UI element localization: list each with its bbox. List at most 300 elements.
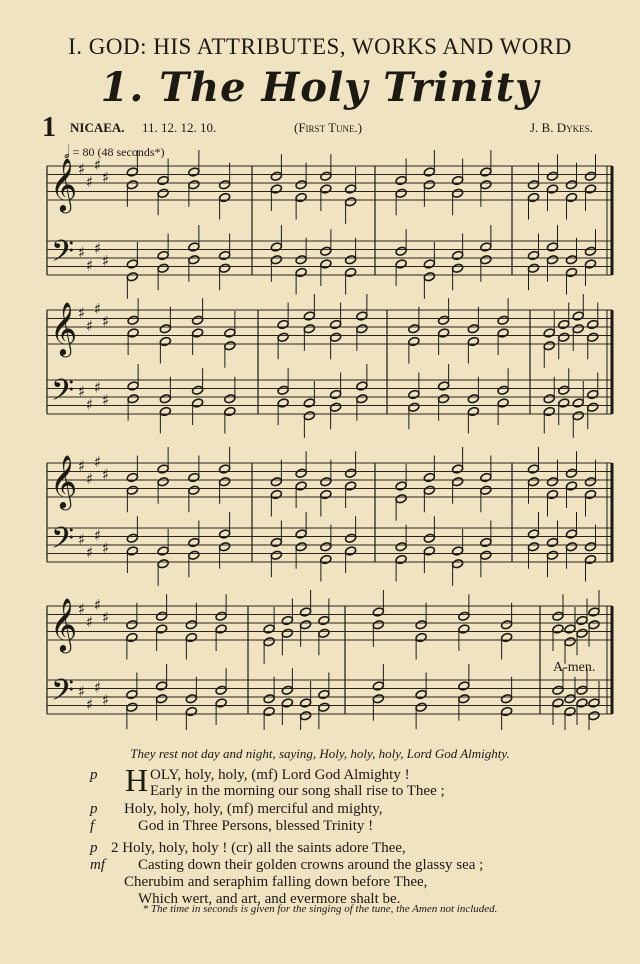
note-head — [576, 698, 588, 708]
note-head — [270, 477, 282, 487]
note-head — [467, 336, 479, 346]
note-head — [438, 381, 450, 391]
note-head — [408, 389, 420, 399]
note-head — [587, 319, 599, 329]
note-head — [372, 681, 384, 691]
note-head — [159, 394, 171, 404]
note-head — [565, 192, 577, 202]
music-score — [0, 150, 640, 730]
verse-line: Casting down their golden crowns around the glassy sea ; — [138, 857, 484, 873]
note-head — [345, 184, 357, 194]
note-head — [587, 332, 599, 342]
note-head — [126, 546, 138, 556]
note-head — [356, 394, 368, 404]
note-head — [415, 689, 427, 699]
note-head — [480, 537, 492, 547]
note-head — [126, 533, 138, 543]
sharp-icon: ♯ — [86, 316, 94, 335]
note-head — [527, 464, 539, 474]
note-head — [157, 477, 169, 487]
note-head — [572, 324, 584, 334]
note-head — [467, 394, 479, 404]
note-head — [318, 628, 330, 638]
sharp-icon: ♯ — [94, 678, 102, 697]
note-head — [546, 184, 558, 194]
note-head — [126, 632, 138, 642]
note-head — [558, 332, 570, 342]
note-head — [395, 259, 407, 269]
footnote: * The time in seconds is given for the singing of the tune, the Amen not included. — [142, 903, 498, 915]
note-head — [395, 542, 407, 552]
note-head — [458, 611, 470, 621]
note-head — [501, 620, 513, 630]
note-head — [224, 328, 236, 338]
note-head — [157, 188, 169, 198]
note-head — [572, 411, 584, 421]
note-head — [224, 406, 236, 416]
note-head — [215, 611, 227, 621]
note-head — [157, 546, 169, 556]
sharp-icon: ♯ — [78, 457, 86, 475]
note-head — [527, 263, 539, 273]
note-head — [452, 464, 464, 474]
note-head — [330, 402, 342, 412]
note-head — [438, 328, 450, 338]
note-head — [501, 706, 513, 716]
note-head — [219, 180, 231, 190]
note-head — [295, 542, 307, 552]
dynamic-mark: mf — [90, 857, 105, 873]
note-head — [395, 494, 407, 504]
note-head — [215, 624, 227, 634]
note-head — [219, 192, 231, 202]
note-head — [281, 615, 293, 625]
note-head — [588, 711, 600, 721]
note-head — [300, 607, 312, 617]
note-head — [157, 250, 169, 260]
tune-meter: 11. 12. 12. 10. — [142, 120, 217, 135]
note-head — [588, 620, 600, 630]
note-head — [345, 468, 357, 478]
note-head — [295, 255, 307, 265]
note-head — [192, 328, 204, 338]
note-head — [452, 263, 464, 273]
sharp-icon: ♯ — [86, 543, 94, 562]
bass-clef-icon: 𝄢 — [51, 235, 75, 276]
note-head — [126, 620, 138, 630]
verse-line: Holy, holy, holy, (mf) merciful and mighty, — [124, 801, 383, 817]
note-head — [408, 336, 420, 346]
note-head — [584, 542, 596, 552]
hymn-number: 1 — [42, 112, 56, 143]
note-head — [219, 542, 231, 552]
note-head — [185, 706, 197, 716]
treble-clef-icon: 𝄞 — [50, 454, 78, 508]
note-head — [126, 180, 138, 190]
note-head — [345, 197, 357, 207]
note-head — [270, 184, 282, 194]
note-head — [452, 175, 464, 185]
sharp-icon: ♯ — [102, 252, 110, 270]
tempo-text: = 80 (48 seconds*) — [72, 145, 165, 159]
note-head — [527, 529, 539, 539]
note-head — [395, 188, 407, 198]
note-head — [320, 489, 332, 499]
note-head — [126, 272, 138, 282]
note-head — [423, 472, 435, 482]
verse-line: Early in the morning our song shall rise to Thee ; — [150, 783, 445, 799]
note-head — [281, 628, 293, 638]
note-head — [330, 389, 342, 399]
note-head — [415, 620, 427, 630]
note-head — [480, 472, 492, 482]
note-head — [270, 171, 282, 181]
note-head — [527, 250, 539, 260]
note-head — [157, 263, 169, 273]
bass-clef-icon: 𝄢 — [51, 522, 75, 563]
note-head — [584, 171, 596, 181]
note-head — [270, 255, 282, 265]
note-head — [159, 406, 171, 416]
note-head — [527, 192, 539, 202]
note-head — [552, 685, 564, 695]
sharp-icon: ♯ — [94, 239, 102, 258]
note-head — [501, 694, 513, 704]
note-head — [584, 246, 596, 256]
note-head — [126, 689, 138, 699]
note-head — [126, 167, 138, 177]
note-head — [415, 632, 427, 642]
sharp-icon: ♯ — [102, 608, 110, 627]
note-head — [452, 188, 464, 198]
note-head — [395, 246, 407, 256]
note-head — [126, 259, 138, 269]
note-head — [546, 550, 558, 560]
note-head — [188, 242, 200, 252]
sharp-icon: ♯ — [94, 452, 102, 471]
sharp-icon: ♯ — [94, 595, 102, 614]
note-head — [219, 529, 231, 539]
note-head — [270, 550, 282, 560]
note-head — [277, 385, 289, 395]
note-head — [320, 477, 332, 487]
sharp-icon: ♯ — [102, 391, 110, 409]
note-head — [157, 175, 169, 185]
note-head — [185, 632, 197, 642]
note-head — [546, 255, 558, 265]
sharp-icon: ♯ — [94, 299, 102, 318]
sharp-icon: ♯ — [86, 256, 94, 275]
note-head — [263, 624, 275, 634]
note-head — [277, 332, 289, 342]
treble-clef-icon: 𝄞 — [50, 597, 78, 651]
note-head — [480, 485, 492, 495]
sharp-icon: ♯ — [86, 395, 94, 414]
note-head — [565, 468, 577, 478]
note-head — [318, 615, 330, 625]
note-head — [587, 389, 599, 399]
note-head — [127, 328, 139, 338]
note-head — [372, 620, 384, 630]
note-head — [300, 620, 312, 630]
note-head — [126, 472, 138, 482]
sharp-icon: ♯ — [94, 378, 102, 397]
note-head — [295, 180, 307, 190]
note-head — [300, 698, 312, 708]
note-head — [452, 477, 464, 487]
note-head — [318, 689, 330, 699]
note-head — [320, 246, 332, 256]
half-note-icon: 𝅗𝅥 — [64, 142, 70, 162]
note-head — [546, 242, 558, 252]
note-head — [438, 394, 450, 404]
note-head — [572, 311, 584, 321]
note-head — [415, 702, 427, 712]
note-head — [219, 464, 231, 474]
note-head — [156, 611, 168, 621]
note-head — [303, 311, 315, 321]
sharp-icon: ♯ — [78, 304, 86, 322]
note-head — [565, 267, 577, 277]
note-head — [263, 637, 275, 647]
note-head — [584, 184, 596, 194]
note-head — [185, 694, 197, 704]
note-head — [408, 324, 420, 334]
note-head — [295, 192, 307, 202]
amen-text: A-men. — [553, 660, 596, 675]
note-head — [546, 537, 558, 547]
note-head — [527, 542, 539, 552]
note-head — [215, 698, 227, 708]
note-head — [480, 550, 492, 560]
note-head — [565, 542, 577, 552]
note-head — [543, 328, 555, 338]
note-head — [270, 489, 282, 499]
note-head — [219, 477, 231, 487]
verse-line: 2 Holy, holy, holy ! (cr) all the saints adore Thee, — [111, 840, 406, 856]
note-head — [497, 385, 509, 395]
note-head — [564, 694, 576, 704]
verse-line: God in Three Persons, blessed Trinity ! — [138, 818, 374, 834]
note-head — [423, 259, 435, 269]
tune-name: NICAEA. — [70, 120, 125, 135]
note-head — [345, 481, 357, 491]
hymn-title: 1. The Holy Trinity — [100, 64, 540, 111]
note-head — [320, 542, 332, 552]
note-head — [159, 324, 171, 334]
treble-clef-icon: 𝄞 — [50, 301, 78, 355]
sharp-icon: ♯ — [78, 600, 86, 618]
sharp-icon: ♯ — [94, 526, 102, 545]
note-head — [480, 255, 492, 265]
sharp-icon: ♯ — [102, 539, 110, 557]
note-head — [156, 681, 168, 691]
note-head — [565, 481, 577, 491]
note-head — [558, 319, 570, 329]
note-head — [126, 485, 138, 495]
note-head — [564, 706, 576, 716]
sharp-icon: ♯ — [86, 172, 94, 191]
verse-line: Cherubim and seraphim falling down before Thee, — [124, 874, 428, 890]
note-head — [157, 559, 169, 569]
note-head — [345, 255, 357, 265]
note-head — [295, 529, 307, 539]
sharp-icon: ♯ — [78, 243, 86, 262]
note-head — [588, 698, 600, 708]
note-head — [584, 554, 596, 564]
note-head — [546, 477, 558, 487]
note-head — [423, 272, 435, 282]
hymn-caption: They rest not day and night, saying, Holy, holy, holy, Lord God Almighty. — [130, 746, 510, 761]
note-head — [584, 489, 596, 499]
note-head — [408, 402, 420, 412]
note-head — [372, 694, 384, 704]
tune-note: (First Tune.) — [294, 120, 363, 135]
note-head — [572, 398, 584, 408]
note-head — [224, 394, 236, 404]
dynamic-mark: p — [90, 767, 98, 783]
sharp-icon: ♯ — [86, 695, 94, 714]
note-head — [576, 628, 588, 638]
note-head — [320, 554, 332, 564]
note-head — [215, 685, 227, 695]
note-head — [564, 624, 576, 634]
note-head — [576, 615, 588, 625]
note-head — [270, 537, 282, 547]
note-head — [552, 611, 564, 621]
sharp-icon: ♯ — [102, 691, 110, 709]
note-head — [501, 632, 513, 642]
note-head — [480, 242, 492, 252]
note-head — [546, 489, 558, 499]
dynamic-mark: p — [90, 840, 98, 856]
note-head — [156, 624, 168, 634]
note-head — [558, 385, 570, 395]
note-head — [188, 255, 200, 265]
note-head — [423, 180, 435, 190]
note-head — [188, 537, 200, 547]
note-head — [527, 477, 539, 487]
note-head — [587, 402, 599, 412]
note-head — [438, 315, 450, 325]
treble-clef-icon: 𝄞 — [50, 157, 78, 211]
note-head — [497, 398, 509, 408]
verse-line: Which wert, and art, and evermore shalt be. — [138, 891, 401, 907]
note-head — [480, 180, 492, 190]
sharp-icon: ♯ — [78, 382, 86, 401]
note-head — [527, 180, 539, 190]
note-head — [303, 324, 315, 334]
note-head — [423, 167, 435, 177]
note-head — [497, 315, 509, 325]
note-head — [423, 533, 435, 543]
note-head — [356, 381, 368, 391]
note-head — [467, 324, 479, 334]
note-head — [395, 175, 407, 185]
note-head — [303, 398, 315, 408]
note-head — [156, 694, 168, 704]
note-head — [452, 546, 464, 556]
note-head — [277, 319, 289, 329]
note-head — [458, 624, 470, 634]
note-head — [157, 464, 169, 474]
note-head — [565, 180, 577, 190]
note-head — [188, 550, 200, 560]
note-head — [185, 620, 197, 630]
dynamic-mark: f — [90, 818, 95, 834]
note-head — [543, 394, 555, 404]
note-head — [127, 394, 139, 404]
note-head — [300, 711, 312, 721]
note-head — [356, 311, 368, 321]
verse-line: OLY, holy, holy, (mf) Lord God Almighty ! — [150, 767, 410, 783]
note-head — [219, 250, 231, 260]
note-head — [188, 485, 200, 495]
note-head — [330, 332, 342, 342]
note-head — [584, 259, 596, 269]
note-head — [584, 477, 596, 487]
note-head — [127, 315, 139, 325]
note-head — [497, 328, 509, 338]
note-head — [192, 315, 204, 325]
note-head — [458, 681, 470, 691]
sharp-icon: ♯ — [78, 160, 86, 178]
note-head — [480, 167, 492, 177]
note-head — [458, 694, 470, 704]
note-head — [270, 242, 282, 252]
note-head — [552, 698, 564, 708]
note-head — [263, 706, 275, 716]
sharp-icon: ♯ — [86, 612, 94, 631]
note-head — [372, 607, 384, 617]
note-head — [452, 250, 464, 260]
drop-cap: H — [125, 762, 149, 798]
note-head — [281, 698, 293, 708]
sharp-icon: ♯ — [102, 465, 110, 484]
note-head — [295, 481, 307, 491]
note-head — [192, 398, 204, 408]
note-head — [188, 180, 200, 190]
dynamic-mark: p — [90, 801, 98, 817]
sharp-icon: ♯ — [86, 469, 94, 488]
note-head — [192, 385, 204, 395]
note-head — [303, 411, 315, 421]
sharp-icon: ♯ — [102, 168, 110, 187]
note-head — [320, 171, 332, 181]
note-head — [543, 341, 555, 351]
note-head — [565, 255, 577, 265]
sharp-icon: ♯ — [78, 682, 86, 701]
note-head — [467, 406, 479, 416]
note-head — [546, 171, 558, 181]
note-head — [345, 546, 357, 556]
sharp-icon: ♯ — [78, 530, 86, 549]
note-head — [188, 167, 200, 177]
note-head — [295, 267, 307, 277]
note-head — [224, 341, 236, 351]
note-head — [188, 472, 200, 482]
section-title: I. GOD: HIS ATTRIBUTES, WORKS AND WORD — [68, 34, 572, 59]
note-head — [552, 624, 564, 634]
bass-clef-icon: 𝄢 — [51, 374, 75, 415]
note-head — [452, 559, 464, 569]
note-head — [564, 637, 576, 647]
note-head — [219, 263, 231, 273]
note-head — [565, 529, 577, 539]
note-head — [263, 694, 275, 704]
note-head — [423, 485, 435, 495]
note-head — [345, 267, 357, 277]
